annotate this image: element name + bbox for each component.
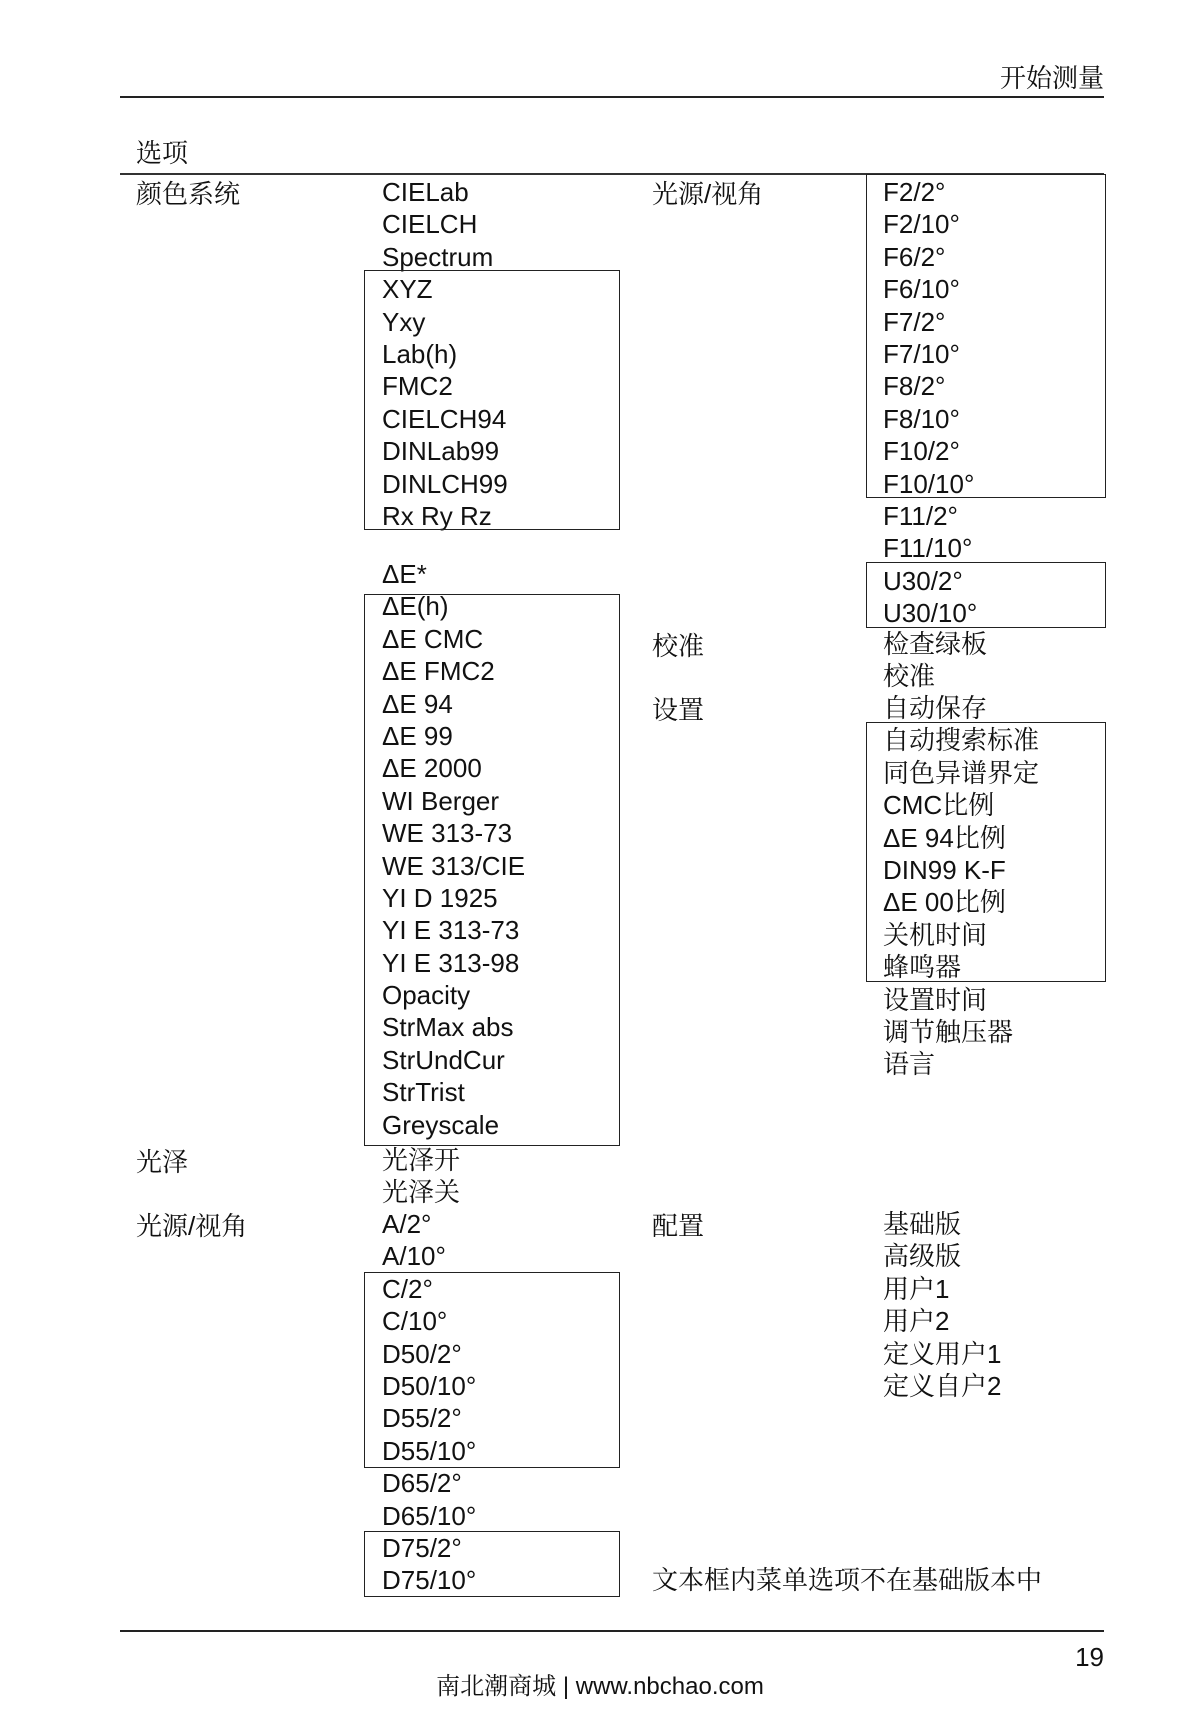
- list-item: 语言: [883, 1049, 936, 1080]
- config-list: [883, 1208, 1001, 1402]
- list-item: CIELCH94: [382, 403, 507, 434]
- list-item: Lab(h): [382, 338, 458, 369]
- list-item: 设置时间: [883, 984, 988, 1015]
- list-item: YI D 1925: [382, 882, 498, 913]
- list-item: F11/2°: [883, 500, 958, 531]
- header-rule: [120, 96, 1104, 98]
- list-item: F7/10°: [883, 338, 960, 369]
- list-item: F8/2°: [883, 371, 946, 402]
- list-item: F10/2°: [883, 436, 960, 467]
- gloss-list: [382, 1144, 460, 1209]
- list-item: 自动搜索标准: [883, 725, 1040, 756]
- list-item: D50/10°: [382, 1370, 477, 1401]
- list-item: C/2°: [382, 1273, 433, 1304]
- list-item: 高级版: [883, 1241, 962, 1272]
- category-settings: 设置: [652, 695, 705, 725]
- list-item: CIELCH: [382, 209, 478, 240]
- list-item: ΔE*: [382, 559, 427, 589]
- list-item: U30/2°: [883, 565, 963, 596]
- list-item: ΔE 00比例: [883, 887, 1006, 918]
- list-item: 定义用户1: [883, 1338, 1002, 1369]
- list-item: YI E 313-73: [382, 915, 520, 946]
- category-color-system: 颜色系统: [136, 179, 241, 209]
- list-item: C/10°: [382, 1306, 448, 1337]
- list-item: 调节触压器: [883, 1016, 1014, 1047]
- list-item: StrTrist: [382, 1077, 465, 1108]
- page-header-title: 开始测量: [999, 63, 1104, 93]
- list-item: 校准: [883, 661, 936, 692]
- list-item: Yxy: [382, 306, 426, 337]
- advanced-options-box: [364, 270, 620, 530]
- list-item: DIN99 K-F: [883, 854, 1006, 885]
- list-item: YI E 313-98: [382, 947, 520, 978]
- list-item: ΔE(h): [382, 591, 449, 622]
- list-item: ΔE CMC: [382, 623, 484, 654]
- list-item: 用户2: [883, 1306, 950, 1337]
- list-item: 自动保存: [883, 693, 988, 723]
- list-item: CMC比例: [883, 790, 995, 821]
- advanced-options-box: [866, 722, 1106, 982]
- list-item: D55/2°: [382, 1403, 462, 1434]
- box-legend-note: 文本框内菜单选项不在基础版本中: [652, 1565, 1043, 1595]
- list-item: 同色异谱界定: [883, 757, 1040, 788]
- list-item: WE 313-73: [382, 818, 513, 849]
- list-item: ΔE 94比例: [883, 822, 1006, 853]
- footer-rule: [120, 1630, 1104, 1632]
- category-config: 配置: [652, 1211, 705, 1241]
- list-item: WE 313/CIE: [382, 850, 526, 881]
- list-item: A/10°: [382, 1241, 446, 1272]
- list-item: F2/2°: [883, 177, 946, 207]
- category-illuminant-right: 光源/视角: [652, 179, 764, 209]
- list-item: 光泽关: [382, 1177, 461, 1208]
- list-item: F6/2°: [883, 241, 946, 272]
- category-calibration: 校准: [652, 631, 705, 661]
- list-item: Greyscale: [382, 1109, 500, 1140]
- list-item: A/2°: [382, 1209, 432, 1239]
- list-item: ΔE FMC2: [382, 656, 495, 687]
- list-item: ΔE 94: [382, 688, 453, 719]
- list-item: U30/10°: [883, 598, 978, 629]
- list-item: Rx Ry Rz: [382, 500, 492, 531]
- list-item: XYZ: [382, 274, 433, 305]
- list-item: 光泽开: [382, 1145, 461, 1175]
- list-item: 蜂鸣器: [883, 952, 962, 983]
- advanced-options-box: [364, 1272, 620, 1468]
- advanced-options-box: [364, 1531, 620, 1597]
- advanced-options-box: [866, 562, 1106, 628]
- list-item: Spectrum: [382, 241, 494, 272]
- list-item: F6/10°: [883, 274, 960, 305]
- list-item: F7/2°: [883, 306, 946, 337]
- page-number: 19: [1075, 1642, 1104, 1672]
- advanced-options-box: [364, 594, 620, 1146]
- list-item: FMC2: [382, 371, 453, 402]
- category-gloss: 光泽: [136, 1147, 189, 1177]
- list-item: D55/10°: [382, 1435, 477, 1466]
- list-item: 定义自户2: [883, 1370, 1002, 1401]
- list-item: D65/10°: [382, 1500, 477, 1531]
- list-item: D50/2°: [382, 1338, 462, 1369]
- section-title: 选项: [136, 138, 189, 168]
- list-item: StrUndCur: [382, 1044, 505, 1075]
- list-item: Opacity: [382, 980, 471, 1011]
- list-item: F8/10°: [883, 403, 960, 434]
- list-item: D75/10°: [382, 1565, 477, 1596]
- list-item: ΔE 99: [382, 720, 453, 751]
- list-item: StrMax abs: [382, 1012, 514, 1043]
- advanced-options-box: [866, 174, 1106, 498]
- list-item: 基础版: [883, 1209, 962, 1239]
- list-item: WI Berger: [382, 785, 500, 816]
- category-illuminant-left: 光源/视角: [136, 1211, 248, 1241]
- list-item: DINLab99: [382, 436, 500, 467]
- list-item: D75/2°: [382, 1532, 462, 1563]
- list-item: 用户1: [883, 1273, 950, 1304]
- list-item: F10/10°: [883, 468, 975, 499]
- list-item: ΔE 2000: [382, 753, 482, 784]
- calibration-list: [883, 628, 987, 693]
- list-item: DINLCH99: [382, 468, 508, 499]
- list-item: F11/10°: [883, 533, 973, 564]
- list-item: F2/10°: [883, 209, 960, 240]
- list-item: D65/2°: [382, 1468, 462, 1499]
- list-item: CIELab: [382, 177, 469, 207]
- list-item: 关机时间: [883, 919, 988, 950]
- footer-watermark: 南北潮商城 | www.nbchao.com: [436, 1673, 764, 1700]
- list-item: 检查绿板: [883, 629, 988, 659]
